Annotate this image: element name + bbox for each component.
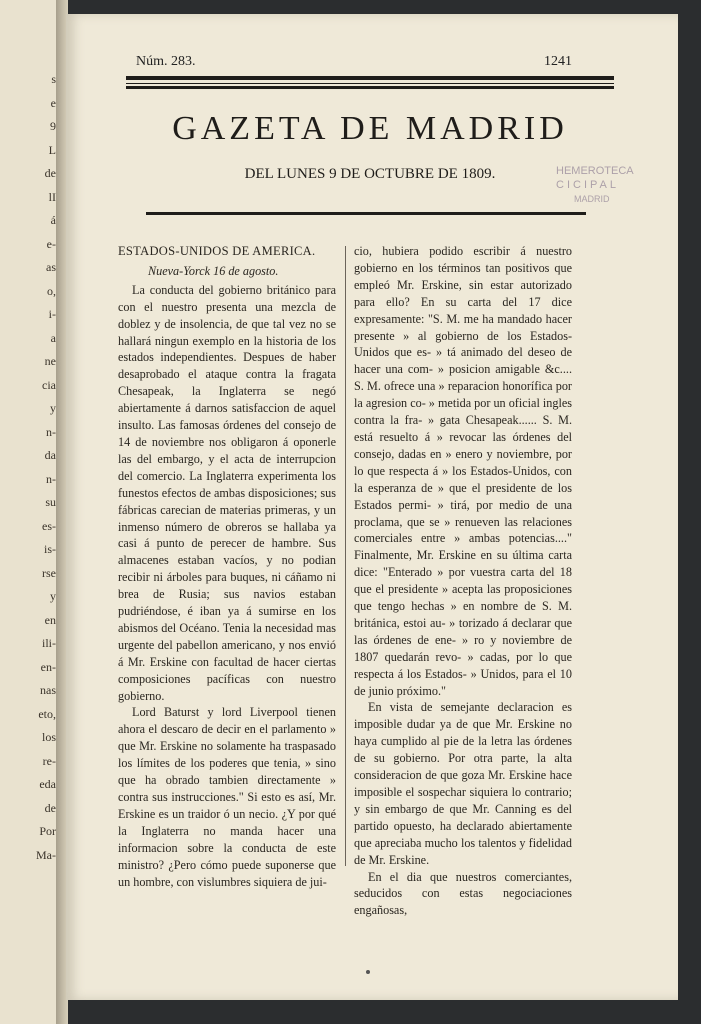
facing-page-fragment: e [50, 95, 56, 110]
facing-page-fragment: ne [44, 354, 56, 368]
facing-page-fragment: eda [39, 777, 56, 791]
facing-page-fragment: re- [42, 753, 56, 768]
article-paragraph: En vista de semejante declaracion es imposible dudar ya de que Mr. Erskine no haya cumplido al pie de la letra las órdenes de su gobierno. Por otra parte, la alta consideracion de que goza Mr. Erskine hace imposible el sospechar siquiera lo contrario; y sin embargo de que Mr. Canning es del partido opuesto, ha declarado abiertamente que apreciaba mucho los talentos y fidelidad de Mr. Erskine. [354, 700, 572, 867]
facing-page-fragment: en [44, 612, 56, 627]
page-number: 1241 [544, 54, 572, 69]
facing-page-fragment: y [50, 589, 56, 603]
newspaper-page [66, 14, 678, 1000]
article-paragraph: La conducta del gobierno británico para con el nuestro presenta una mezcla de doblez y de insolencia, de que tal vez no se hallará ningun exemplo en la historia de los estados independientes. Despues de haber desaprobado el ataque contra la fragata Chesapeak, la Inglaterra se negó abiertamente á darnos satisfaccion de aquel insulto. Las famosas órdenes del consejo de 14 de noviembre nos obligaron á oponerle las del embargo, y el acta de interrupcion del comercio. La Inglaterra experimenta los funestos efectos de ambas disposiciones; sus fábricas carecian de materias primeras, y un inmenso número de obreros se hallaba ya casi á punto de perecer de hambre. Sus almacenes estaban vacíos, y no podian recibir ni árboles para buques, ni cáñamo ni brea de Rusia; sus navios estaban pudriéndose, é iban ya á sumirse en los abismos del Océano. Tenia la necesidad mas urgente del pabellon americano, y nos envió á Mr. Erskine con facultad de hacer ciertas composiciones pacíficas con nuestro gobierno. [118, 282, 336, 703]
facing-page-fragment: L [48, 142, 56, 157]
article-dateline: Nueva-Yorck 16 de agosto. [148, 263, 279, 278]
article-paragraph: cio, hubiera podido escribir á nuestro gobierno en los términos tan positivos que empleó Mr. Erskine, sin estar autorizado para ello? En su carta del 17 dice expresamente: "S. M. me ha mandado hacer presente » al gobierno de los Estados-Unidos que es- » tá animado del deseo de hacer una com- » posicion amigable &c.... S. M. ofrece una » reparacion honorífica por la agresion co- » metida por un oficial ingles contra la fra- » gata Chesapeak...... S. M. está resuelto á » revocar las órdenes del consejo, dadas en » enero y noviembre, por lo que respecta á » los Estados-Unidos, con la esperanza de » que el presidente de los Estados permi- » tirá, por medio de una proclama, que se » renueven las relaciones comerciales entre » ambas potencias...." Finalmente, Mr. Erskine en su última carta dice: "Enterado » por vuestra carta del 18 que el presidente » acepta las proposiciones que tengo hechas » en nombre de S. M. británica, estoi au- » torizado á declarar que las órdenes de ene- » ro y noviembre de 1807 quedarán revo- » cadas, por lo que respecta á los Estados- » Unidos, para el 10 de junio próximo." [354, 244, 572, 698]
issue-number: Núm. 283. [136, 54, 196, 69]
facing-page-fragment: de [44, 166, 56, 180]
facing-page-fragment: los [41, 730, 56, 744]
facing-page-fragment: as [46, 260, 56, 274]
stamp-line-1: HEMEROTECA [556, 165, 634, 177]
column-divider [345, 246, 346, 866]
facing-page-fragment: o, [47, 283, 56, 298]
facing-page-fragment: da [44, 448, 56, 462]
ink-dot [366, 970, 370, 974]
article-paragraph: Lord Baturst y lord Liverpool tienen ahora el descaro de decir en el parlamento » que Mr. Erskine no solamente ha traspasado los límites de los poderes que tenia, » sino que ha obrado tambien directamente » contra sus instrucciones." Si esto es así, Mr. Erskine es un traidor ó un necio. ¿Y por qué la Inglaterra no manda hacer una informacion sobre la conducta de este ministro? ¿Pero cómo puede suponerse que un hombre, con vislumbres siquiera de jui- [118, 705, 336, 889]
facing-page-fragment: i- [48, 307, 56, 321]
facing-page-fragment: Ma- [36, 847, 56, 862]
top-rule-thin [126, 83, 614, 84]
facing-page-fragment: eto, [38, 706, 56, 721]
facing-page-fragment: s [51, 72, 56, 86]
facing-page-fragment: n- [46, 424, 56, 439]
facing-page-fragment: ili- [42, 636, 56, 650]
issue-date: DEL LUNES 9 DE OCTUBRE DE 1809. [244, 166, 496, 182]
facing-page-margin [0, 0, 58, 1024]
stamp-line-3: MADRID [574, 194, 610, 204]
facing-page-fragment: su [45, 495, 56, 509]
header-divider [146, 212, 586, 215]
facing-page-fragment: á [50, 213, 56, 227]
top-rule [126, 76, 614, 80]
article-column-1 [118, 243, 336, 890]
article-paragraph: En el dia que nuestros comerciantes, seducidos con estas negociaciones engañosas, [354, 869, 572, 918]
facing-page-fragment: en- [40, 659, 56, 674]
article-heading: ESTADOS-UNIDOS DE AMERICA. [118, 244, 316, 258]
facing-page-fragment: rse [42, 565, 56, 580]
facing-page-fragment: nas [40, 683, 56, 697]
facing-page-fragment: es- [42, 518, 56, 533]
facing-page-fragment: n- [46, 471, 56, 486]
stamp-line-2: CICIPAL [556, 179, 619, 191]
article-column-2 [354, 243, 572, 919]
facing-page-fragment: de [44, 800, 56, 815]
facing-page-fragment: Por [39, 824, 56, 838]
library-stamp [556, 164, 676, 224]
facing-page-fragment: 9 [50, 119, 56, 133]
top-rule-lower [126, 86, 614, 89]
scan-background [678, 0, 701, 1024]
facing-page-fragment: y [50, 401, 56, 415]
facing-page-fragment: lI [48, 189, 56, 204]
facing-page-fragment: cia [42, 377, 56, 392]
facing-page-fragment: a [50, 330, 56, 345]
facing-page-fragment: is- [44, 542, 56, 556]
facing-page-fragment: e- [46, 236, 56, 251]
masthead-title: GAZETA DE MADRID [172, 110, 568, 147]
